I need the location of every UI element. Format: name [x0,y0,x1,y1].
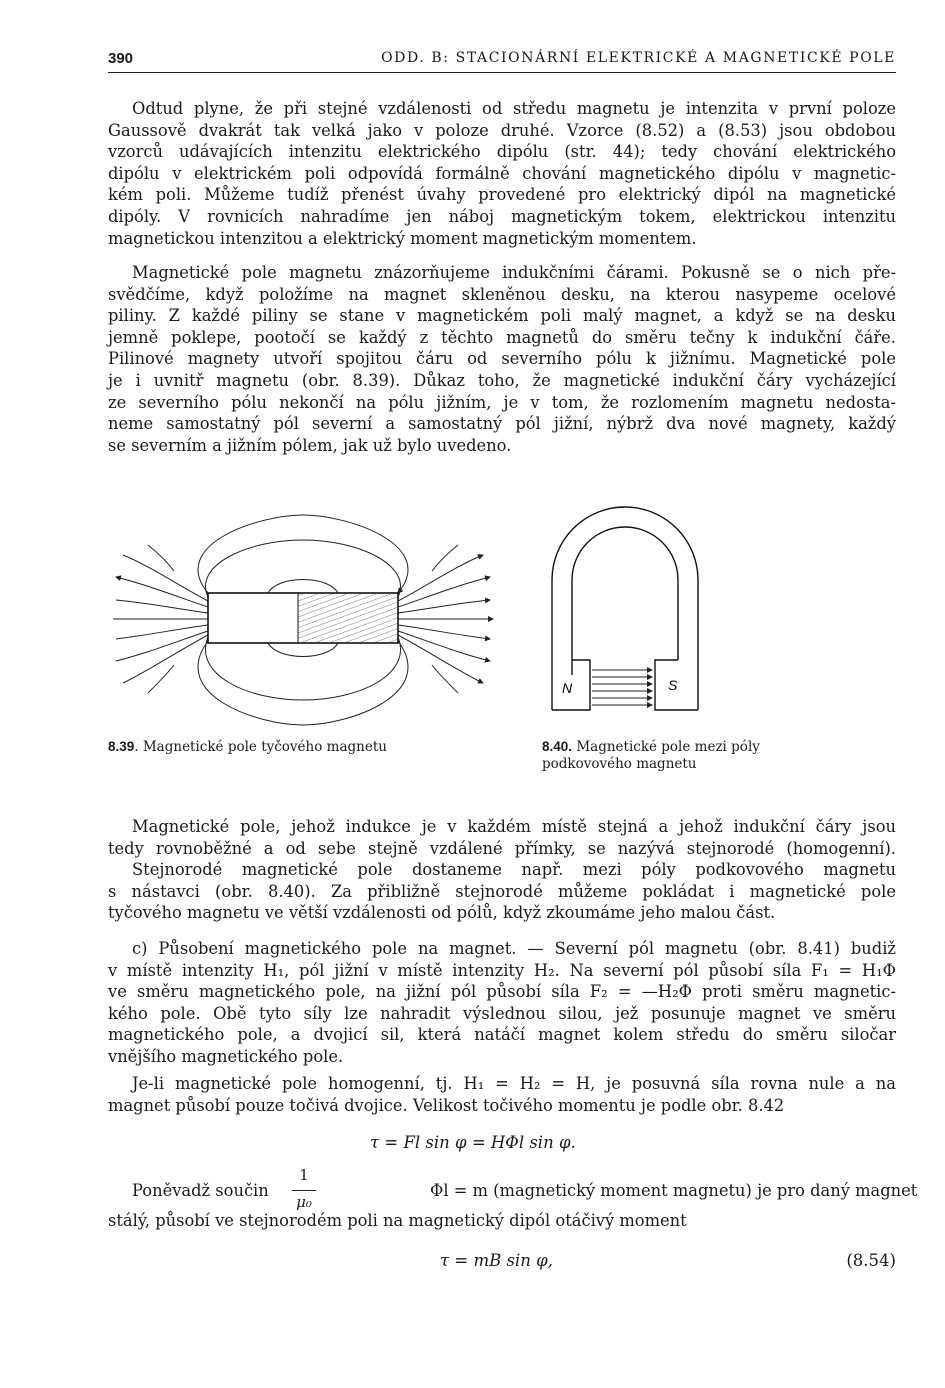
equation-torque: τ = Fl sin φ = HΦl sin φ. [370,1133,576,1152]
text-line: ve směru magnetického pole, na jižní pól působí síla F₂ = —H₂Φ proti směru magnetic- [108,982,896,1002]
text-line: Magnetické pole, jehož indukce je v každém místě stejná a jehož indukční čáry jsou [132,817,896,836]
text-line: Poněvadž součin [132,1181,269,1200]
text-line: magnetickou intenzitou a elektrický moment magnetickým momentem. [108,228,697,248]
text-line: kém poli. Můžeme tudíž přenést úvahy provedené pro elektrický dipól na magnetické [108,185,896,205]
field-line [432,665,458,693]
text-line: magnetického pole, a dvojicí sil, která natáčí magnet kolem středu do směru siločar [108,1025,896,1045]
text-line: ze severního pólu nekončí na pólu jižním, je v tom, že rozlomením magnetu nedosta- [108,392,896,412]
field-line [268,580,338,594]
text-line: Pilinové magnety utvoří spojitou čáru od severního pólu k jižnímu. Magnetické pole [108,349,896,369]
text-line: vzorců udávajících intenzitu elektrického dipólu (str. 44); tedy chování elektrického [108,142,896,162]
field-line [398,577,490,607]
field-line [123,635,208,683]
field-line [205,540,400,597]
text-line: je i uvnitř magnetu (obr. 8.39). Důkaz toho, že magnetické indukční čáry vycházející [108,370,896,390]
field-line [116,631,208,661]
caption-text: Magnetické pole mezi póly [576,739,760,755]
text-line: s nástavci (obr. 8.40). Za přibližně stejnorodé můžeme pokládat i magnetické pole [108,881,896,901]
text-line: magnet působí pouze točivá dvojice. Velikost točivého momentu je podle obr. 8.42 [108,1095,785,1115]
magnet-hatched-half [298,594,397,642]
field-line [123,555,208,601]
text-line: v místě intenzity H₁, pól jižní v místě intenzity H₂. Na severní pól působí síla F₁ = H₁Φ [108,960,896,980]
fraction-numerator: 1 [299,1166,309,1184]
text-line: Magnetické pole magnetu znázorňujeme indukčními čárami. Pokusně se o nich pře- [132,263,896,282]
text-line: jemně poklepe, pootočí se každý z těchto magnetů do směru tečny k indukční čáře. [108,327,896,347]
text-line: tedy rovnoběžné a od sebe stejně vzdálené přímky, se nazývá stejnorodé (homogenní). [108,838,896,858]
bar-magnet-figure [108,505,498,735]
figure-number: 8.39 [108,739,135,754]
field-line [398,555,483,601]
text-line: vnějšího magnetického pole. [108,1046,344,1066]
figure-caption-8-39 [108,738,387,756]
south-pole-label: S [668,677,678,693]
page-number: 390 [108,50,134,67]
field-line [398,631,490,661]
text-line: Gaussově dvakrát tak velká jako v poloze druhé. Vzorce (8.52) a (8.53) jsou obdobou [108,120,896,140]
running-title: ODD. B: STACIONÁRNÍ ELEKTRICKÉ A MAGNETICKÉ POLE [381,50,896,66]
equation-number: (8.54) [846,1251,896,1270]
field-line [148,665,174,693]
text-line: dipóly. V rovnicích nahradíme jen náboj magnetickým tokem, elektrickou intenzitu [108,206,896,226]
fraction-bar [292,1190,316,1191]
text-line: stálý, působí ve stejnorodém poli na magnetický dipól otáčivý moment [108,1211,687,1230]
text-line: dipólu v elektrickém poli odpovídá formálně chování magnetického dipólu v magnetic- [108,163,896,183]
field-line [268,643,338,657]
north-pole-label: N [562,680,573,696]
field-line [398,625,490,639]
field-line [116,625,208,639]
text-line: Φl = m (magnetický moment magnetu) je pro daný magnet [430,1181,918,1200]
caption-text: . Magnetické pole tyčového magnetu [134,739,387,755]
horseshoe-inner [572,527,678,675]
text-line: c) Působení magnetického pole na magnet. — Severní pól magnetu (obr. 8.41) budiž [132,939,896,958]
paragraph-5 [108,1073,896,1116]
text-line: se severním a jižním pólem, jak už bylo uvedeno. [108,435,512,455]
field-line [398,635,483,683]
text-line: kého pole. Obě tyto síly lze nahradit výslednou silou, jež posunuje magnet ve směru [108,1003,896,1023]
text-line: piliny. Z každé piliny se stane v magnetickém poli malý magnet, a když se na desku [108,306,896,326]
paragraph-2 [108,262,896,456]
field-line [432,545,458,571]
horseshoe-magnet-figure [540,495,710,720]
text-line: Odtud plyne, že při stejné vzdálenosti od středu magnetu je intenzita v první poloze [132,99,896,118]
paragraph-3 [108,816,896,924]
figure-caption-8-40 [542,738,760,773]
caption-text: podkovového magnetu [542,756,697,772]
field-line [116,577,208,607]
text-line: svědčíme, když položíme na magnet skleněnou desku, na kterou nasypeme ocelové [108,284,896,304]
page-header [108,48,896,73]
text-line: Stejnorodé magnetické pole dostaneme např. mezi póly podkovového magnetu [132,860,896,880]
text-line: neme samostatný pól severní a samostatný pól jižní, nýbrž dva nové magnety, každý [108,414,896,434]
paragraph-1 [108,98,896,249]
field-line [148,545,174,571]
field-line [198,515,408,593]
fraction-denominator: μ₀ [296,1193,312,1211]
figure-number: 8.40. [542,739,573,754]
field-line [205,637,400,700]
equation-8-54: τ = mB sin φ, [440,1251,553,1270]
text-line: Je-li magnetické pole homogenní, tj. H₁ = H₂ = H, je posuvná síla rovna nule a na [132,1074,896,1093]
paragraph-4 [108,938,896,1068]
text-line: tyčového magnetu ve větší vzdálenosti od pólů, když zkoumáme jeho malou část. [108,903,776,923]
